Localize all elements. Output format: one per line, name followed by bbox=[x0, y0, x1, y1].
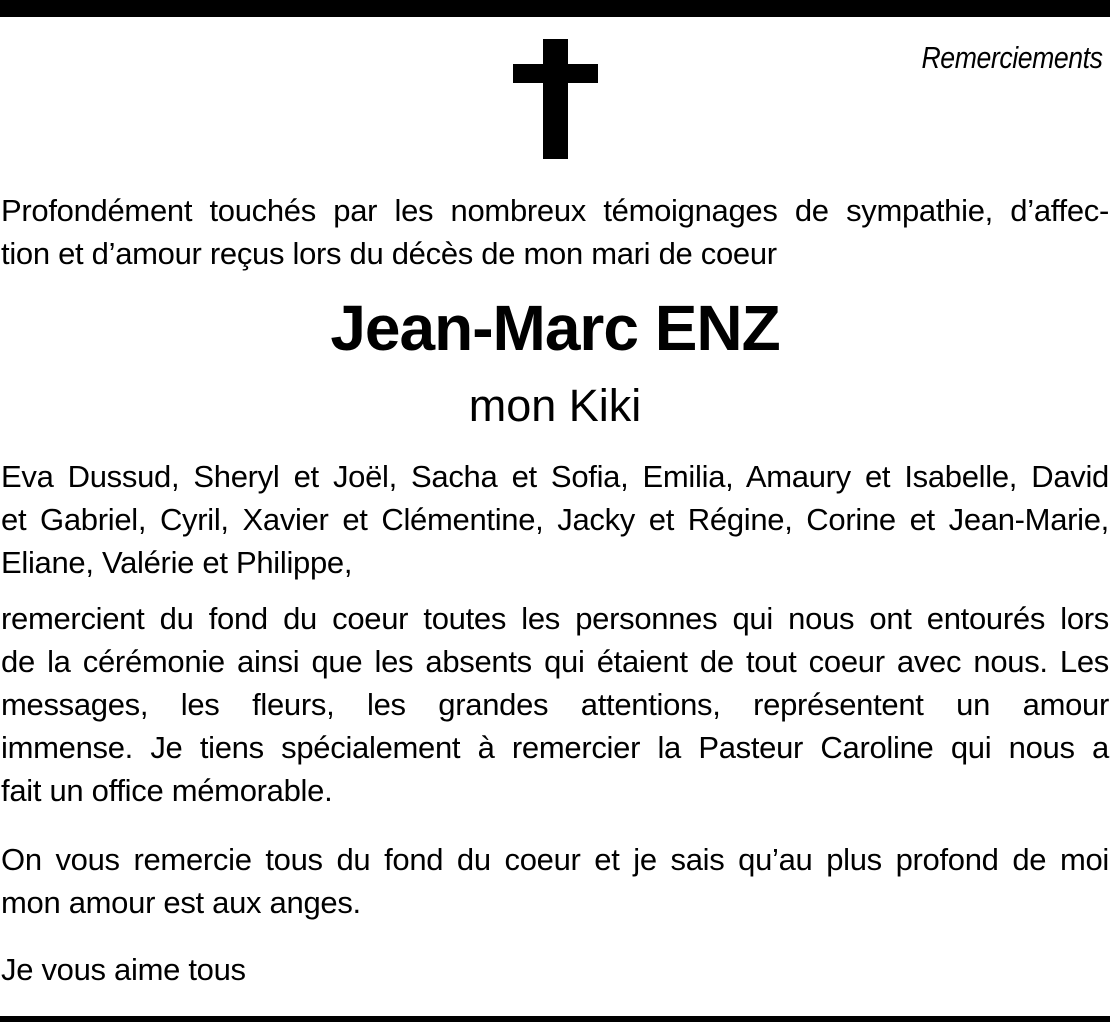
closing-line: mon amour est aux anges. bbox=[1, 885, 361, 920]
top-rule bbox=[0, 0, 1110, 17]
notice-heading-label: Remerciements bbox=[921, 40, 1103, 75]
family-line: Eliane, Valérie et Philippe, bbox=[1, 545, 353, 580]
thanks-line: de la cérémonie ainsi que les absents qui étaient de tout coeur avec nous. Les bbox=[1, 644, 1109, 679]
thanks-line: messages, les fleurs, les grandes attentions, représentent un amour bbox=[1, 687, 1109, 722]
thanks-line: immense. Je tiens spécialement à remercier la Pasteur Caroline qui nous a bbox=[1, 730, 1109, 765]
latin-cross-icon bbox=[513, 39, 598, 159]
intro-line: tion et d’amour reçus lors du décès de mon mari de coeur bbox=[1, 236, 777, 271]
closing-paragraph bbox=[1, 838, 1109, 924]
bottom-rule bbox=[0, 1016, 1110, 1022]
intro-paragraph bbox=[1, 189, 1109, 275]
thanks-line: remercient du fond du coeur toutes les personnes qui nous ont entourés lors bbox=[1, 601, 1109, 636]
signoff-line: Je vous aime tous bbox=[1, 952, 246, 987]
family-paragraph bbox=[1, 455, 1109, 584]
nickname: mon Kiki bbox=[468, 380, 642, 431]
closing-line: On vous remercie tous du fond du coeur et je sais qu’au plus profond de moi bbox=[1, 842, 1109, 877]
family-line: Eva Dussud, Sheryl et Joël, Sacha et Sofia, Emilia, Amaury et Isabelle, David bbox=[1, 459, 1109, 494]
thanks-paragraph bbox=[1, 597, 1109, 812]
intro-line: Profondément touchés par les nombreux témoignages de sympathie, d’affec- bbox=[1, 193, 1109, 228]
signoff-paragraph bbox=[1, 948, 1109, 991]
deceased-name: Jean-Marc ENZ bbox=[330, 292, 780, 364]
thanks-line: fait un office mémorable. bbox=[1, 773, 333, 808]
family-line: et Gabriel, Cyril, Xavier et Clémentine, Jacky et Régine, Corine et Jean-Marie, bbox=[1, 502, 1109, 537]
